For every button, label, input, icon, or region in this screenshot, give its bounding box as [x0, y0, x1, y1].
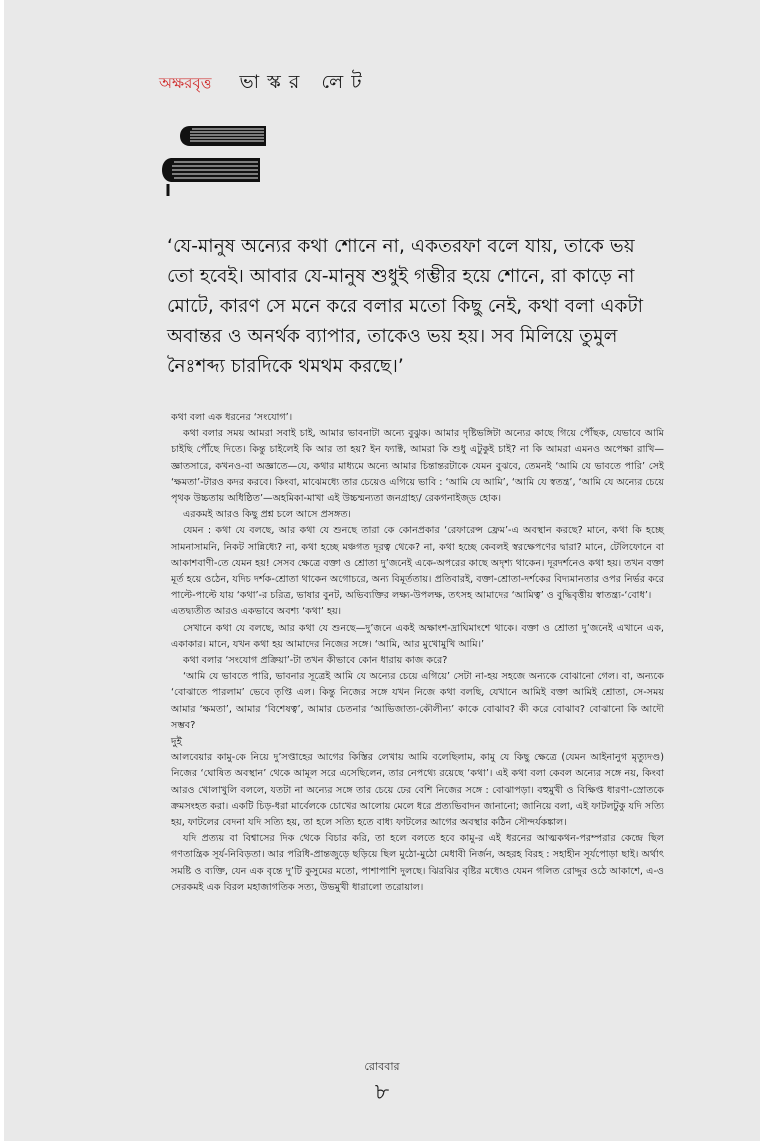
paragraph: সেখানে কথা যে বলছে, আর কথা যে শুনছে—দু’জনে একই অক্ষাংশ-দ্রাঘিমাংশে থাকে। বক্তা ও শ্রোতা দু’জনেই এখানে এক, একাকার। মানে, যখন কথা হয় আমাদের নিজের সঙ্গে। ‘আমি, আর মুখোমুখি আমি।’ — [171, 622, 664, 650]
paragraph: আলবেয়ার কামু-কে নিয়ে দু’সপ্তাহের আগের কিস্তির লেখায় আমি বলেছিলাম, কামু যে কিছু ক্ষেত্রে (যেমন আইনানুগ মৃত্যুদণ্ড) নিজের ‘ঘোষিত অবস্থান’ থেকে আমূল সরে এসেছিলেন, তার নেপথ্যে রয়েছে ‘কথা’। এই কথা বলা কেবল অন্যের সঙ্গে নয়, কিংবা আরও খোলাখুলি বললে, যতটা না অন্যের সঙ্গে তার চেয়ে ঢের বেশি নিজের সঙ্গে : বোঝাপড়া। বহুমুখী ও বিক্ষিপ্ত ধারণা-স্রোতকে ক্রমসংহত করা। একটি চিড়-ধরা মার্বেলকে চোখের আলোয় মেলে ধরে প্রত্যভিবাদন জানানো; জানিয়ে বলা, এই ফাটলটুকু যদি সত্যি হয়, ফাটলের বেদনা যদি সত্যি হয়, তা হলে সত্যি হতে বাধ্য ফাটলের আগের অবস্থার কঠিন সৌন্দর্যকঙ্কাল। — [171, 752, 664, 829]
page-footer — [4, 1058, 760, 1112]
paragraph: কথা বলা এক ধরনের ‘সংযোগ’। — [171, 412, 293, 423]
paragraph: এরকমই আরও কিছু প্রশ্ন চলে আসে প্রসঙ্গত। — [183, 509, 351, 521]
magazine-page — [4, 0, 760, 1141]
column-header — [159, 68, 370, 100]
paragraph: এতদ্ব্যতীত আরও একভাবে অবশ্য ‘কথা’ হয়। — [171, 606, 342, 618]
magazine-name: রোববার — [364, 1060, 400, 1073]
author-name: ভাস্কর লেট — [239, 71, 370, 93]
section-heading: দুই — [171, 736, 182, 749]
pull-quote: ‘যে-মানুষ অন্যের কথা শোনে না, একতরফা বলে যায়, তাকে ভয় তো হবেই। আবার যে-মানুষ শুধুই গম্ভীর হয়ে শোনে, রা কাড়ে না মোটে, কারণ সে মনে করে বলার মতো কিছু নেই, কথা বলা একটা অবান্তর ও অনর্থক ব্যাপার, তাকেও ভয় হয়। সব মিলিয়ে তুমুল নৈঃশব্দ্য চারদিকে থমথম করছে।’ — [167, 236, 644, 377]
paragraph: যেমন : কথা যে বলছে, আর কথা যে শুনছে তারা কে কোনপ্রকার ‘রেফারেন্স ফ্রেম’-এ অবস্থান করছে? মানে, কথা কি হচ্ছে সামনাসামনি, নিকট সান্নিধ্যে? না, কথা হচ্ছে মঞ্চগত দূরত্ব থেকে? না, কথা হচ্ছে কেবলই স্বরক্ষেপণের দ্বারা? মানে, টেলিফোনে বা আকাশবাণী-তে যেমন হয়! সেসব ক্ষেত্রে বক্তা ও শ্রোতা দু’জনেই একে-অপরের কাছে অদৃশ্য থাকেন। দূরদর্শনেও কথা হয়। তখন বক্তা মূর্ত হয়ে ওঠেন, যদিচ দর্শক-শ্রোতা থাকেন অগোচরে, অন্য বিমূর্ততায়। প্রতিবারই, বক্তা-শ্রোতা-দর্শকের বিদ্যমানতার ওপর নির্ভর করে পাল্টে-পাল্টে যায় ‘কথা’-র চরিত্র, ভাষার বুনট, অভিব্যক্তির লক্ষ্য-উপলক্ষ, তৎসহ আমাদের ‘আমিত্ব’ ও বুদ্ধিবৃত্তীয় স্বাতন্ত্র্য-‘বোধ’। — [171, 525, 664, 602]
paragraph: যদি প্রত্যয় বা বিশ্বাসের দিক থেকে বিচার করি, তা হলে বলতে হবে কামু-র এই ধরনের আত্মকথন-পরম্পরার কেন্দ্রে ছিল গণতান্ত্রিক সূর্য-নিবিড়তা। আর পরিধি-প্রান্তজুড়ে ছড়িয়ে ছিল মুঠো-মুঠো মেধাবী নির্জন, অহরহ বিরহ : সহাহীন সূর্যপোড়া ছাই। অর্থাৎ সমষ্টি ও ব্যক্তি, যেন এক বৃন্তে দু’টি কুসুমের মতো, পাশাপাশি দুলছে। ঝিরঝির বৃষ্টির মধ্যেও যেমন গলিত রোদ্দুর ওঠে আকাশে, এ-ও সেরকমই এক বিরল মহাজাগতিক সত্য, উভমুখী ধারালো তরোয়াল। — [171, 833, 664, 893]
stacked-books-icon — [162, 120, 272, 200]
section-name: অক্ষরবৃত্ত — [159, 74, 212, 92]
article-body — [171, 410, 664, 896]
paragraph: কথা বলার ‘সংযোগ প্রক্রিয়া’-টা তখন কীভাবে কোন ধারায় কাজ করে? — [183, 655, 448, 667]
paragraph: ‘আমি যে ভাবতে পারি, ভাবনার সূত্রেই আমি যে অন্যের চেয়ে এগিয়ে’ সেটা না-হয় সহজে অন্যকে বোঝানো গেল। বা, অন্যকে ‘বোঝাতে পারলাম’ ভেবে তৃপ্তি এল। কিন্তু নিজের সঙ্গে যখন নিজে কথা বলছি, যেখানে আমিই বক্তা আমিই শ্রোতা, সে-সময় আমার ‘ক্ষমতা’, আমার ‘বিশেষত্ব’, আমার চেতনার ‘আভিজাত্য-কৌলীন্য’ কাকে বোঝাব? কী করে বোঝাব? বোঝানো কি আদৌ সম্ভব? — [171, 671, 664, 731]
page-number: ৮ — [374, 1080, 390, 1105]
paragraph: কথা বলার সময় আমরা সবাই চাই, আমার ভাবনাটা অন্যে বুঝুক। আমার দৃষ্টিভঙ্গিটা অন্যের কাছে গিয়ে পৌঁছক, যেভাবে আমি চাইছি পৌঁছে দিতে। কিন্তু চাইলেই কি আর তা হয়? ইন ফ্যাক্ট, আমরা কি শুধু এটুকুই চাই? না কি আমরা এমনও অপেক্ষা রাখি—জ্ঞাতসারে, কখনও-বা অজ্ঞাতে—যে, কথার মাধ্যমে অন্যে আমার চিন্তান্তরটাকে যেমন বুঝবে, তেমনই ‘আমি যে ভাবতে পারি’ সেই ‘ক্ষমতা’-টারও কদর করবে। কিংবা, মাঝেমধ্যে তার চেয়েও এগিয়ে ভাবি : ‘আমি যে আমি’, ‘আমি যে স্বতন্ত্র’, ‘আমি যে অন্যের চেয়ে পৃথক উচ্চতায় অধিষ্ঠিত’—অহমিকা-মাখা এই উচ্চম্মন্যতা জনগ্রাহ্য/ রেকগনাইজ্ড হোক। — [171, 428, 664, 505]
